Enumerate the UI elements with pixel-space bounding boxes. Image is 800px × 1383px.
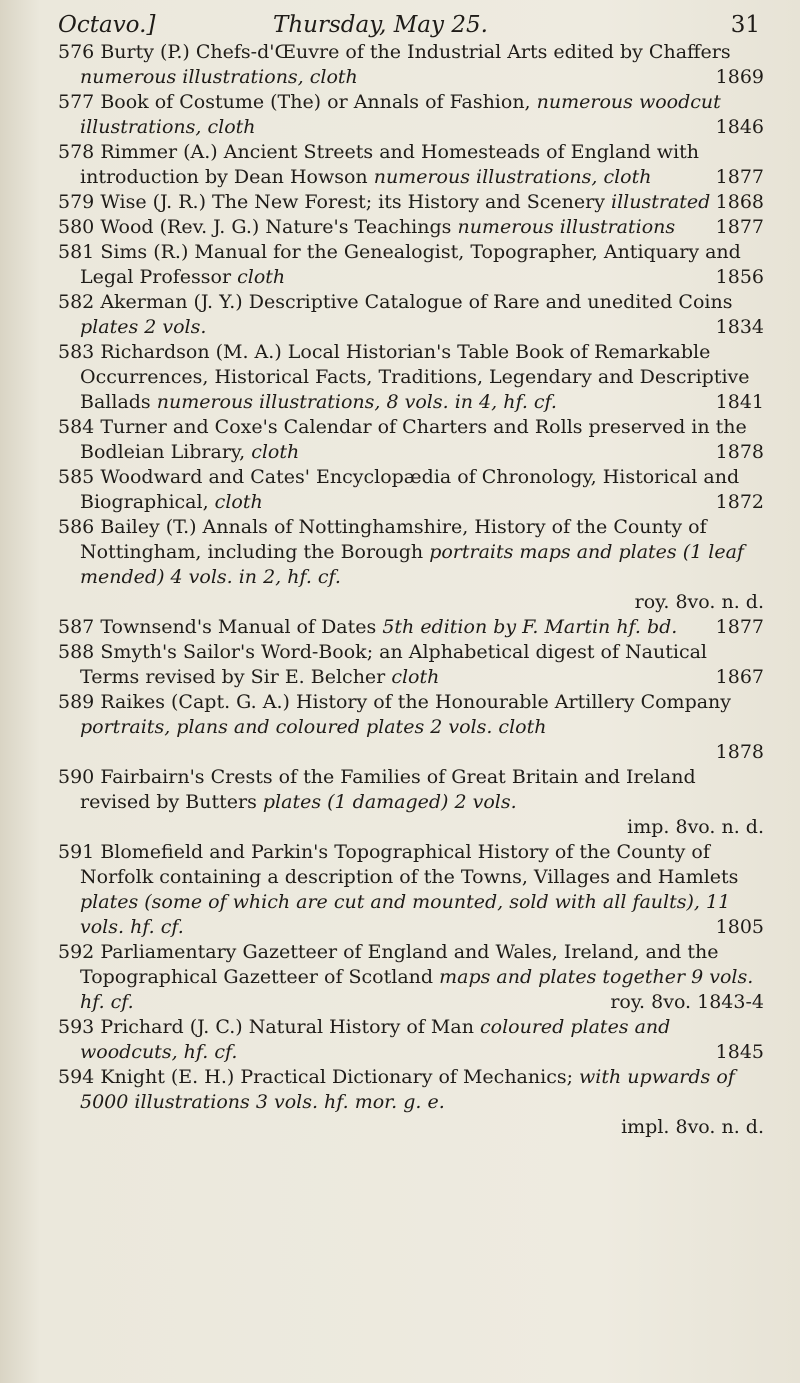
lot-description: Wise (J. R.) The New Forest; its History and Scenery <box>100 191 605 213</box>
lot-number: 587 <box>58 616 95 638</box>
lot-description: Parliamentary Gazetteer of England and Wales, Ireland, and the Topographical Gazetteer of Scotland <box>80 941 719 988</box>
lot-note: cloth <box>251 441 300 463</box>
lot-entry <box>58 240 764 290</box>
lot-entry <box>58 1015 764 1065</box>
lot-year: roy. 8vo. 1843-4 <box>610 991 764 1013</box>
lot-note: numerous illustrations, 8 vols. in 4, hf. cf. <box>156 391 557 413</box>
lot-note: numerous illustrations <box>457 216 676 238</box>
lot-number: 586 <box>58 516 95 538</box>
lot-entry <box>58 840 764 940</box>
lot-description: Woodward and Cates' Encyclopædia of Chronology, Historical and Biographical, <box>80 466 740 513</box>
lot-note: cloth <box>391 666 440 688</box>
lot-number: 578 <box>58 141 95 163</box>
lot-note: coloured plates and woodcuts, hf. cf. <box>80 1016 671 1063</box>
lot-number: 589 <box>58 691 95 713</box>
lot-note: with upwards of 5000 illustrations 3 vols. hf. mor. g. e. <box>80 1066 735 1113</box>
lot-year: 1856 <box>715 266 764 288</box>
lot-number: 583 <box>58 341 95 363</box>
lot-entry <box>58 90 764 140</box>
section-label: Octavo.] <box>58 12 156 38</box>
lot-year: 1841 <box>715 391 764 413</box>
lot-description: Burty (P.) Chefs-d'Œuvre of the Industrial Arts edited by Chaffers <box>100 41 731 63</box>
lot-entry <box>58 40 764 90</box>
lot-note: numerous illustrations, cloth <box>80 66 358 88</box>
lot-number: 588 <box>58 641 95 663</box>
lot-year: 1872 <box>715 491 764 513</box>
lot-entry <box>58 415 764 465</box>
lot-number: 579 <box>58 191 95 213</box>
lot-entry <box>58 215 764 240</box>
lot-note: cloth <box>214 491 263 513</box>
lot-year: 1834 <box>715 316 764 338</box>
page-header <box>58 12 760 40</box>
lot-entry <box>58 190 764 215</box>
lot-description: Raikes (Capt. G. A.) History of the Honourable Artillery Company <box>100 691 732 713</box>
lot-description: Akerman (J. Y.) Descriptive Catalogue of Rare and unedited Coins <box>100 291 733 313</box>
lot-description: Knight (E. H.) Practical Dictionary of Mechanics; <box>100 1066 573 1088</box>
lot-note: numerous woodcut illustrations, cloth <box>80 91 721 138</box>
lot-number: 584 <box>58 416 95 438</box>
lot-year: 1805 <box>715 916 764 938</box>
lot-number: 585 <box>58 466 95 488</box>
lot-note: plates (some of which are cut and mounted, sold with all faults), 11 vols. hf. cf. <box>80 891 731 938</box>
lot-year: roy. 8vo. n. d. <box>634 591 764 613</box>
lot-year: 1868 <box>715 191 764 213</box>
lot-note: portraits maps and plates (1 leaf mended) 4 vols. in 2, hf. cf. <box>80 541 744 588</box>
lot-number: 593 <box>58 1016 95 1038</box>
lot-year: 1878 <box>715 741 764 763</box>
lot-description: Fairbairn's Crests of the Families of Great Britain and Ireland revised by Butters <box>80 766 696 813</box>
lot-entry <box>58 1065 764 1140</box>
lot-number: 577 <box>58 91 95 113</box>
lot-year: 1877 <box>715 166 764 188</box>
lot-number: 576 <box>58 41 95 63</box>
lot-note: cloth <box>237 266 286 288</box>
lot-note: maps and plates together 9 vols. hf. cf. <box>80 966 754 1013</box>
lot-number: 582 <box>58 291 95 313</box>
lot-entry <box>58 340 764 415</box>
lot-description: Richardson (M. A.) Local Historian's Table Book of Remarkable Occurrences, Historical Facts, Traditions, Legendary and Descriptive Ballads <box>80 341 750 413</box>
lot-description: Wood (Rev. J. G.) Nature's Teachings <box>100 216 452 238</box>
lot-entry <box>58 615 764 640</box>
lot-note: numerous illustrations, cloth <box>373 166 652 188</box>
lot-entry <box>58 765 764 840</box>
lot-description: Sims (R.) Manual for the Genealogist, Topographer, Antiquary and Legal Professor <box>80 241 741 288</box>
lot-note: illustrated <box>611 191 711 213</box>
lot-description: Rimmer (A.) Ancient Streets and Homesteads of England with introduction by Dean Howson <box>80 141 699 188</box>
lot-number: 580 <box>58 216 95 238</box>
lot-year: 1869 <box>715 66 764 88</box>
lot-description: Bailey (T.) Annals of Nottinghamshire, History of the County of Nottingham, including the Borough <box>80 516 707 563</box>
lot-entry <box>58 940 764 1015</box>
lot-description: Smyth's Sailor's Word-Book; an Alphabetical digest of Nautical Terms revised by Sir E. Belcher <box>80 641 707 688</box>
lot-note: plates (1 damaged) 2 vols. <box>262 791 517 813</box>
sale-date: Thursday, May 25. <box>273 12 488 38</box>
lot-year: 1877 <box>715 616 764 638</box>
lot-year: 1878 <box>715 441 764 463</box>
lot-year: impl. 8vo. n. d. <box>621 1116 764 1138</box>
lot-description: Turner and Coxe's Calendar of Charters and Rolls preserved in the Bodleian Library, <box>80 416 747 463</box>
lot-entry <box>58 465 764 515</box>
lot-year: imp. 8vo. n. d. <box>627 816 764 838</box>
lot-entry <box>58 515 764 615</box>
lot-year: 1877 <box>715 216 764 238</box>
lot-note: 5th edition by F. Martin hf. bd. <box>382 616 678 638</box>
lot-entry <box>58 290 764 340</box>
lot-description: Book of Costume (The) or Annals of Fashion, <box>100 91 531 113</box>
lot-number: 590 <box>58 766 95 788</box>
page-number: 31 <box>730 12 760 38</box>
lot-description: Townsend's Manual of Dates <box>100 616 377 638</box>
lot-description: Prichard (J. C.) Natural History of Man <box>100 1016 474 1038</box>
lot-entry <box>58 690 764 765</box>
lot-number: 591 <box>58 841 95 863</box>
lot-note: portraits, plans and coloured plates 2 vols. cloth <box>80 716 547 738</box>
lot-note: plates 2 vols. <box>80 316 207 338</box>
lot-number: 592 <box>58 941 95 963</box>
lot-year: 1845 <box>715 1041 764 1063</box>
lot-year: 1846 <box>715 116 764 138</box>
lot-description: Blomefield and Parkin's Topographical History of the County of Norfolk containing a description of the Towns, Villages and Hamlets <box>80 841 739 888</box>
lot-year: 1867 <box>715 666 764 688</box>
lot-list <box>58 40 764 1140</box>
lot-entry <box>58 140 764 190</box>
lot-entry <box>58 640 764 690</box>
lot-number: 594 <box>58 1066 95 1088</box>
lot-number: 581 <box>58 241 95 263</box>
